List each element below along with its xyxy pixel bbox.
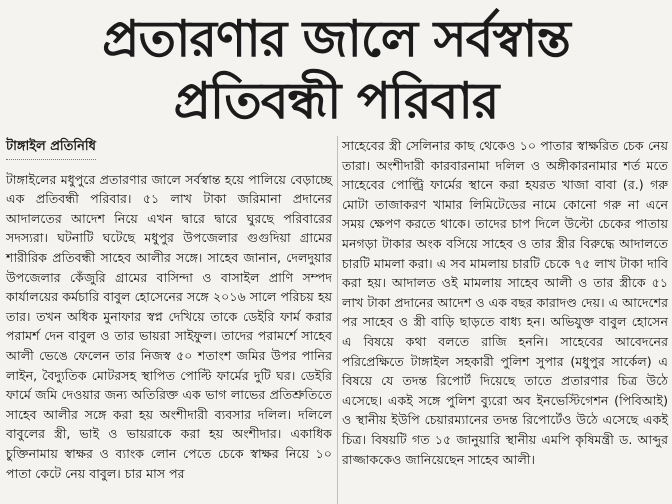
headline-line-1: প্রতারণার জালে সর্বস্বান্ত [102,10,570,68]
article-column-right [342,136,668,469]
column-divider [337,136,338,504]
article-body-right: সাহেবের স্ত্রী সেলিনার কাছ থেকেও ১০ পাতার স্বাক্ষরিত চেক নেয় তারা। অংশীদারী কারবারনামা দলিল ও অঙ্গীকারনামার শর্ত মতে সাহেবের পোল্ট্রি ফার্মের স্থানে করা হযরত খাজা বাবা (র.) গরু মোটা তাজাকরণ খামার লিমিটেডের নামে কোনো গরু না এনে সময় ক্ষেপণ করতে থাকে। তাদের চাপ দিলে উল্টো চেকের পাতায় মনগড়া টাকার অংক বসিয়ে সাহেব ও তার স্ত্রীর বিরুদ্ধে আদালতে চারটি মামলা করা। এ সব মামলায় চারটি চেকে ৭৫ লাখ টাকা দাবি করা হয়। আদালত ওই মামলায় সাহেব আলী ও তার স্ত্রীকে ৫১ লাখ টাকা প্রদানের আদেশ ও এক বছর কারাদণ্ড দেয়। এ আদেশের পর সাহেব ও স্ত্রী বাড়ি ছাড়তে বাধ্য হন। অভিযুক্ত বাবুল হোসেন এ বিষয়ে কথা বলতে রাজি হননি। সাহেবের আবেদনের পরিপ্রেক্ষিতে টাঙ্গাইল সহকারী পুলিশ সুপার (মধুপুর সার্কেল) এ বিষয়ে যে তদন্ত রিপোর্ট দিয়েছে তাতে প্রতারণার চিত্র উঠে এসেছে। একই সঙ্গে পুলিশ ব্যুরো অব ইনভেস্টিগেশন (পিবিআই) ও স্থানীয় ইউপি চেয়ারম্যানের তদন্ত রিপোর্টেও উঠে এসেছে একই চিত্র। বিষয়টি গত ১৫ জানুয়ারি স্থানীয় এমপি কৃষিমন্ত্রী ড. আব্দুর রাজ্জাককেও জানিয়েছেন সাহেব আলী। [342,138,668,467]
article-body-left: টাঙ্গাইলের মধুপুরে প্রতারণার জালে সর্বস্বান্ত হয়ে পালিয়ে বেড়াচ্ছে এক প্রতিবন্ধী পরিবার। ৫১ লাখ টাকা জরিমানা প্রদানের আদালতের আদেশ নিয়ে এখন দ্বারে দ্বারে ঘুরছে পরিবারের সদস্যরা। ঘটনাটি ঘটেছে মধুপুর উপজেলার গুগুদিয়া গ্রামের শারীরিক প্রতিবন্ধী সাহেব আলীর সঙ্গে। সাহেব জানান, দেলদুয়ার উপজেলার কেঁজুরি গ্রামের বাসিন্দা ও বাসাইল প্রাণি সম্পদ কার্যালয়ের কর্মচারি বাবুল হোসেনের সঙ্গে ২০১৬ সালে পরিচয় হয় তার। তখন অধিক মুনাফার স্বপ্ন দেখিয়ে তাকে ডেইরি ফার্ম করার পরামর্শ দেন বাবুল ও তার ভায়রা সাইফুল। তাদের পরামর্শে সাহেব আলী ভেঙে ফেলেন তার নিজস্ব ৫০ শতাংশ জমির উপর পানির লাইন, বৈদ্যুতিক মোটরসহ স্থাপিত পোল্টি ফার্মের দুটি ঘর। ডেইরি ফার্মে জমি দেওয়ার জন্য অতিরিক্ত এক ভাগ লাভের প্রতিশ্রুতিতে সাহেব আলীর সঙ্গে করা হয় অংশীদারী ব্যবসার দলিল। দলিলে বাবুলের স্ত্রী, ভাই ও ভায়রাকে করা হয় অংশীদার। একাধিক চুক্তিনামায় স্বাক্ষর ও ব্যাংক লোন পেতে চেকে স্বাক্ষর নিয়ে ১০ পাতা কেটে নেয় বাবুল। চার মাস পর [6,171,332,481]
headline-line-2: প্রতিবন্ধী পরিবার [173,72,499,130]
byline: টাঙ্গাইল প্রতিনিধি [6,137,96,160]
article-column-left [6,136,332,483]
